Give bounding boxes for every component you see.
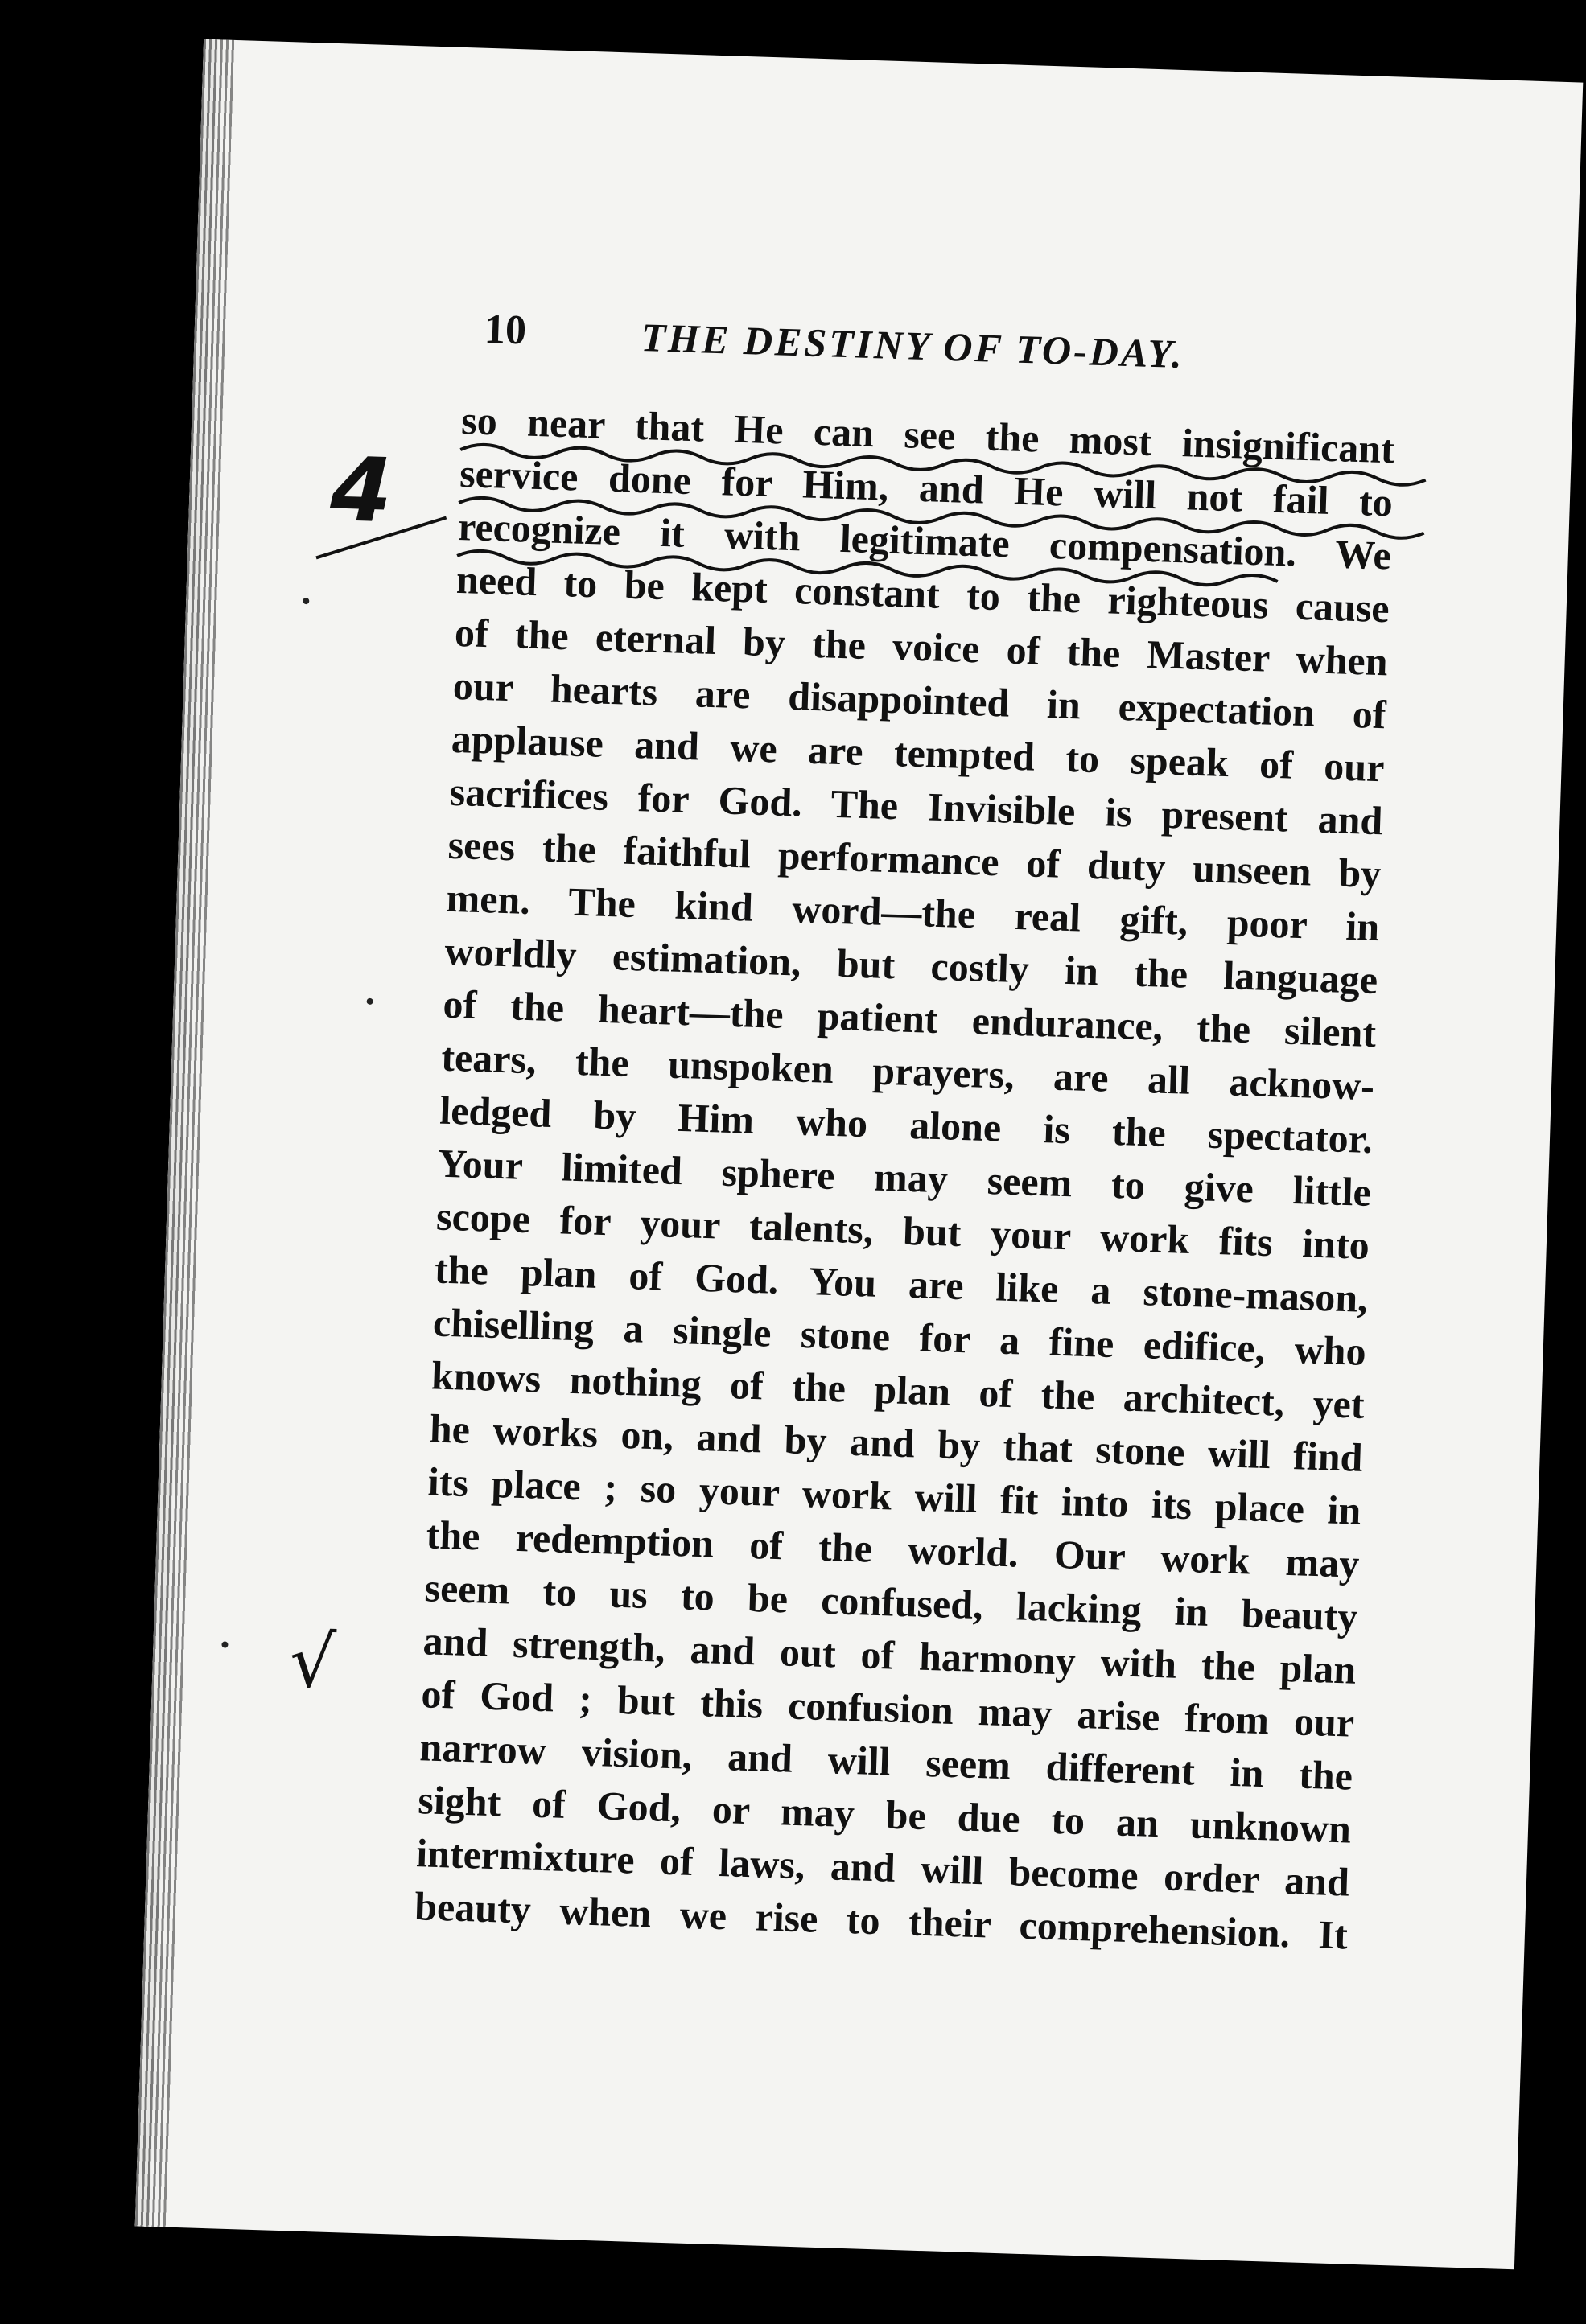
text-line: and strength, and out of harmony with the plan (422, 1618, 1357, 1693)
text-line: worldly estimation, but costly in the language (443, 928, 1379, 1003)
text-line: so near that He can see the most insignificant (460, 397, 1395, 472)
text-line: ledged by Him who alone is the spectator. (439, 1087, 1374, 1162)
text-line: sees the faithful performance of duty unseen by (447, 821, 1382, 897)
text-line: service done for Him, and He will not fail to (459, 450, 1394, 525)
text-line: need to be kept constant to the righteous cause (455, 556, 1390, 631)
text-line: knows nothing of the plan of the architect, yet (430, 1352, 1366, 1427)
text-line: narrow vision, and will seem different in the (418, 1724, 1353, 1799)
check-mark-annotation: √ (288, 1619, 337, 1705)
book-page (135, 39, 1584, 2270)
speck (303, 598, 309, 604)
body-text (414, 393, 1395, 1961)
text-line: men. The kind word—the real gift, poor in (445, 874, 1381, 950)
running-title: THE DESTINY OF TO-DAY. (640, 315, 1185, 377)
speck (367, 998, 373, 1005)
page-number: 10 (484, 306, 527, 354)
text-line: seem to us to be confused, lacking in beauty (423, 1565, 1359, 1639)
text-line: beauty when we rise to their comprehension. It (414, 1883, 1349, 1958)
text-line: applause and we are tempted to speak of our (451, 715, 1386, 791)
text-line: of God ; but this confusion may arise from our (420, 1671, 1355, 1746)
text-line: scope for your talents, but your work fits into (435, 1193, 1370, 1268)
text-line: the redemption of the world. Our work may (426, 1512, 1361, 1586)
text-line: sacrifices for God. The Invisible is present and (449, 768, 1384, 844)
page-header (483, 306, 1450, 401)
text-line: of the eternal by the voice of the Master when (454, 609, 1389, 685)
text-line: tears, the unspoken prayers, are all acknow- (440, 1034, 1375, 1109)
text-line: the plan of God. You are like a stone-mason, (434, 1246, 1369, 1321)
margin-number-annotation: 4 (328, 437, 394, 543)
text-line: Your limited sphere may seem to give little (437, 1140, 1372, 1215)
text-line: chiselling a single stone for a fine edifice, who (432, 1299, 1367, 1374)
binding-edge (135, 39, 236, 2227)
text-line: its place ; so your work will fit into its place in (427, 1458, 1362, 1533)
text-line: recognize it with legitimate compensation. We (457, 503, 1392, 578)
text-line: he works on, and by and by that stone will find (429, 1405, 1364, 1480)
speck (221, 1641, 228, 1647)
text-line: of the heart—the patient endurance, the silent (442, 981, 1377, 1056)
text-line: sight of God, or may be due to an unknown (417, 1777, 1352, 1852)
text-line: our hearts are disappointed in expectation of (452, 662, 1387, 738)
text-line: intermixture of laws, and will become order and (415, 1830, 1350, 1905)
